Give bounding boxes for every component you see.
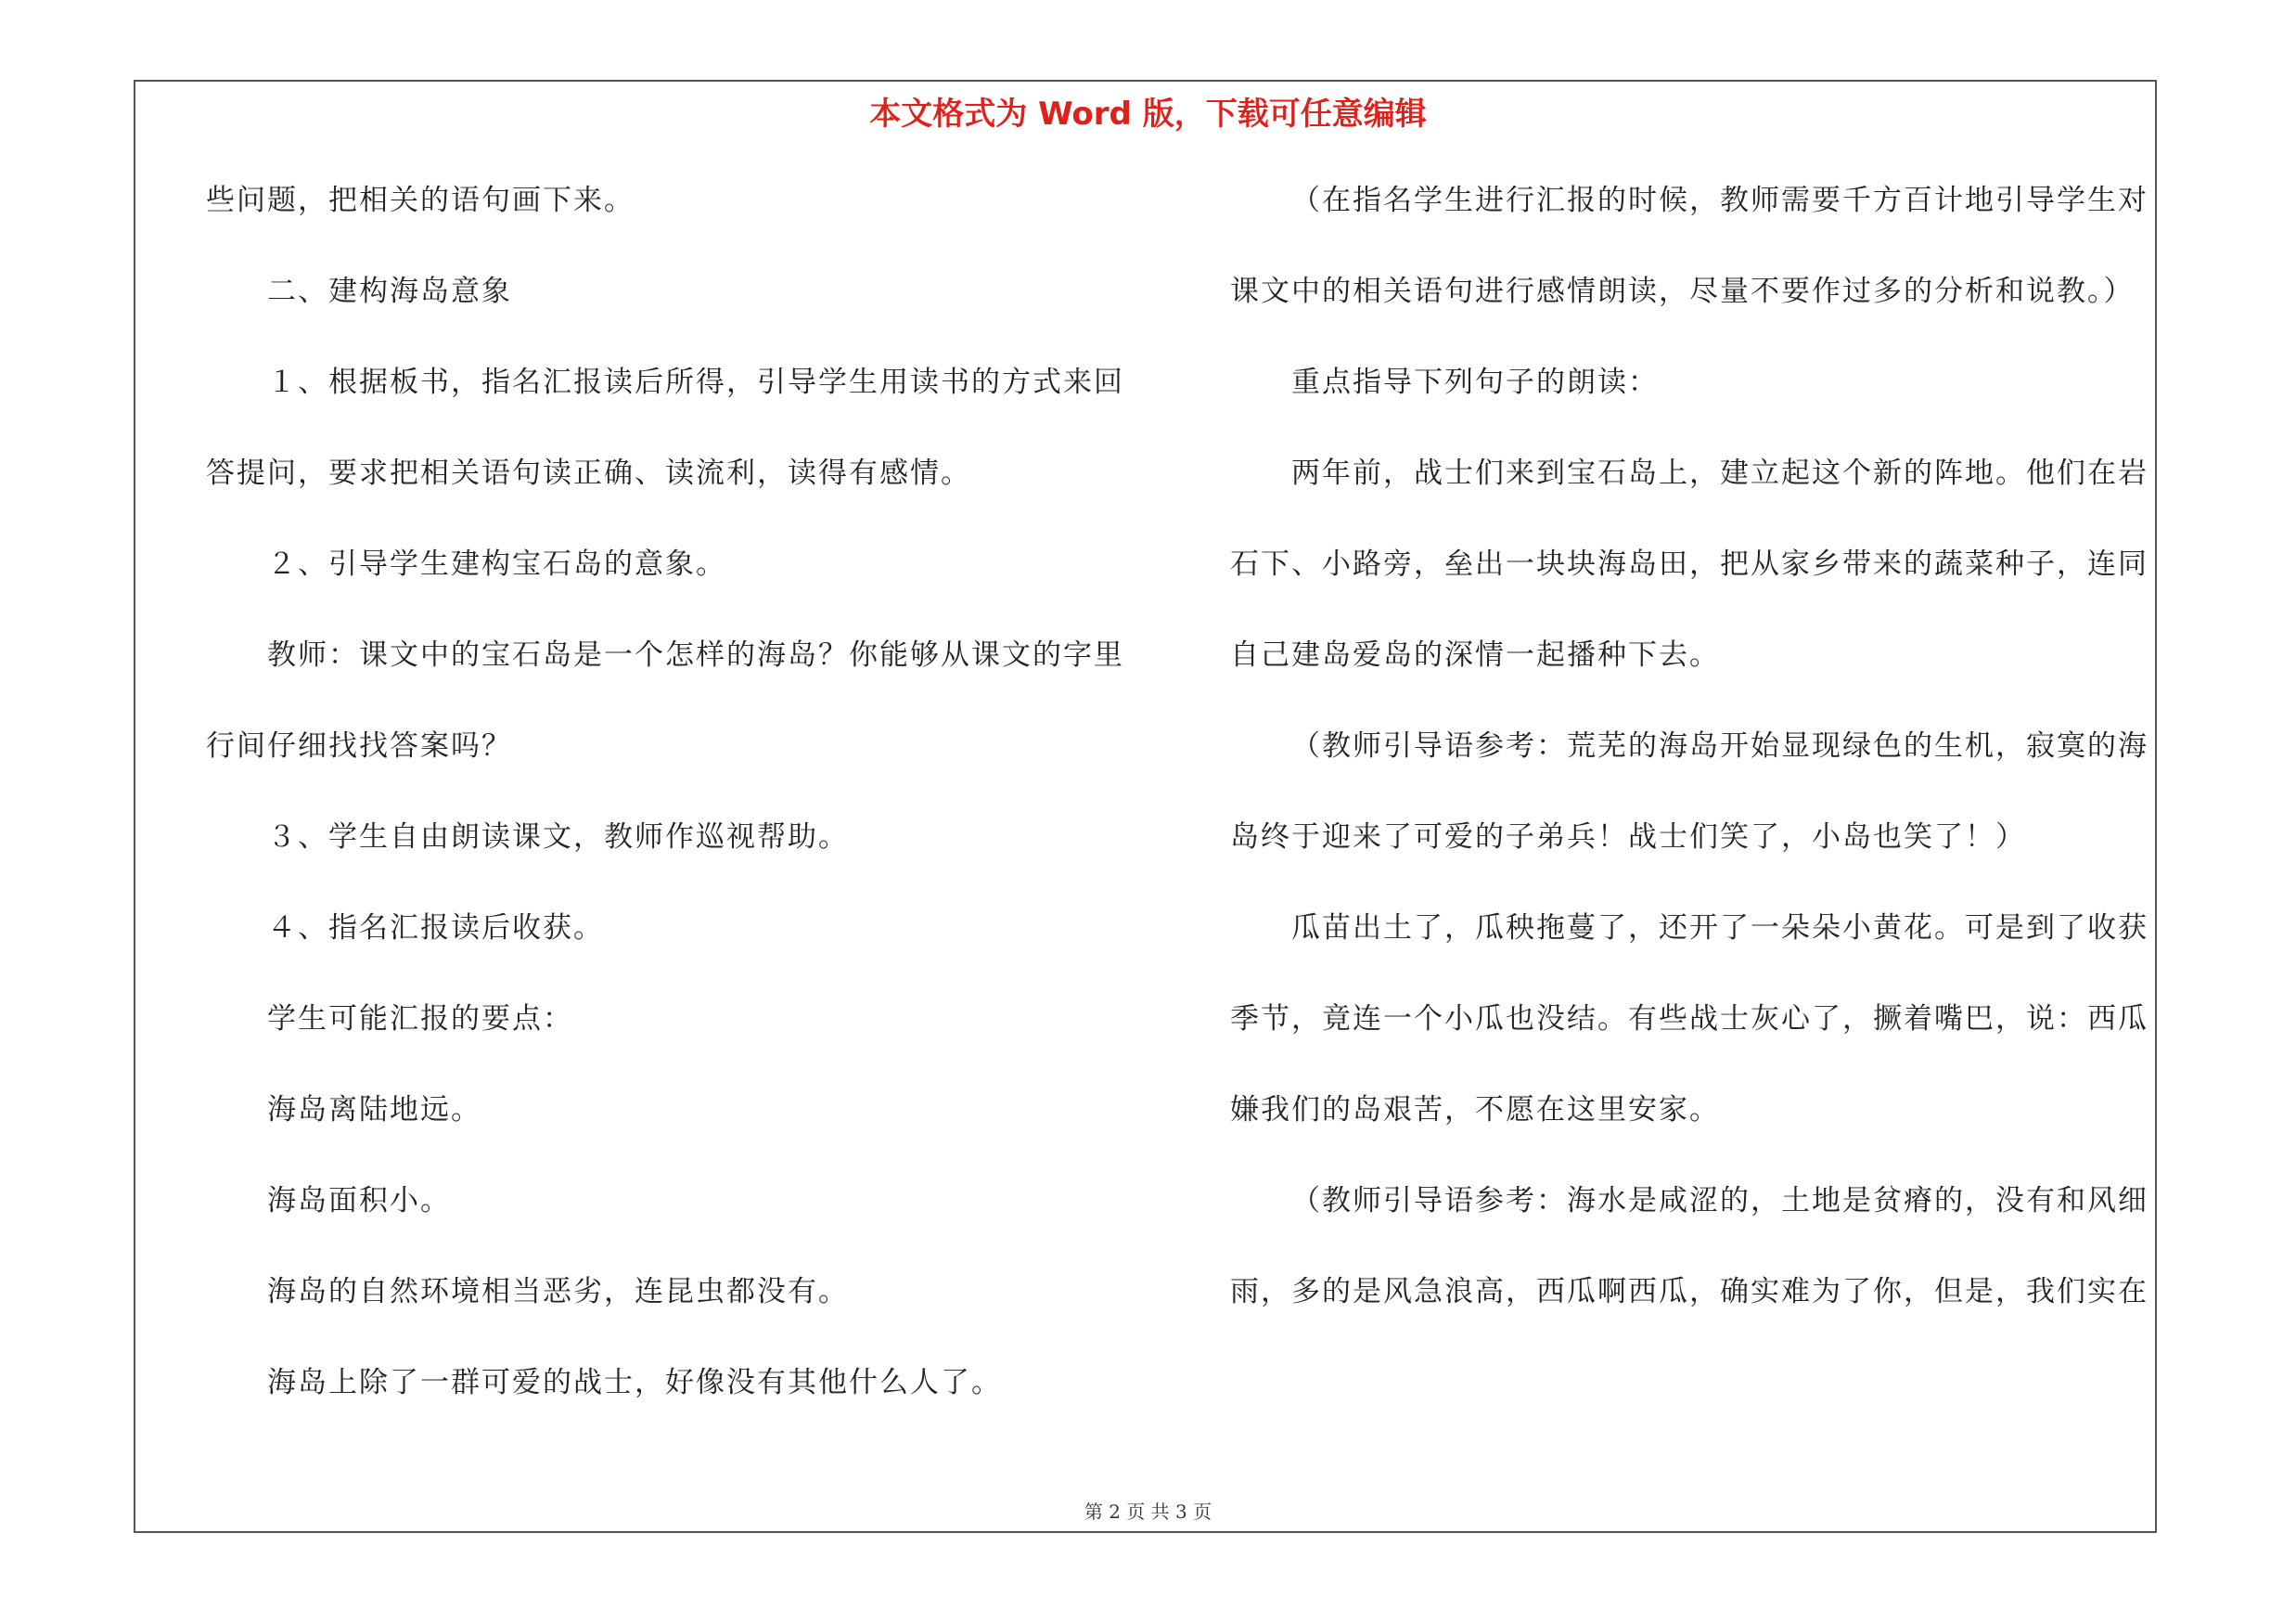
paragraph-line: 行间仔细找找答案吗？	[206, 729, 512, 763]
paragraph-line: 重点指导下列句子的朗读：	[1291, 366, 1659, 399]
paragraph-line: （教师引导语参考：海水是咸涩的，土地是贫瘠的，没有和风细	[1291, 1184, 2148, 1217]
paragraph-line: （在指名学生进行汇报的时候，教师需要千方百计地引导学生对	[1291, 184, 2148, 217]
paragraph-line: 海岛上除了一群可爱的战士，好像没有其他什么人了。	[267, 1366, 1002, 1399]
paragraph-line: 学生可能汇报的要点：	[267, 1002, 573, 1036]
paragraph-line: 瓜苗出土了，瓜秧拖蔓了，还开了一朵朵小黄花。可是到了收获	[1291, 911, 2148, 945]
paragraph-line: 海岛面积小。	[267, 1184, 451, 1217]
paragraph-line: 课文中的相关语句进行感情朗读，尽量不要作过多的分析和说教。）	[1230, 275, 2135, 308]
paragraph-line: 教师：课文中的宝石岛是一个怎样的海岛？你能够从课文的字里	[267, 638, 1124, 672]
paragraph-line: 些问题，把相关的语句画下来。	[206, 184, 635, 217]
paragraph-line: 自己建岛爱岛的深情一起播种下去。	[1230, 638, 1720, 672]
paragraph-line: 答提问，要求把相关语句读正确、读流利，读得有感情。	[206, 457, 971, 490]
paragraph-line: １、根据板书，指名汇报读后所得，引导学生用读书的方式来回	[267, 366, 1124, 399]
paragraph-line: 海岛离陆地远。	[267, 1093, 481, 1127]
paragraph-line: 季节，竟连一个小瓜也没结。有些战士灰心了，撅着嘴巴，说：西瓜	[1230, 1002, 2148, 1036]
paragraph-line: 两年前，战士们来到宝石岛上，建立起这个新的阵地。他们在岩	[1291, 457, 2148, 490]
paragraph-line: ３、学生自由朗读课文，教师作巡视帮助。	[267, 820, 849, 854]
document-header: 本文格式为 Word 版，下载可任意编辑	[869, 96, 1427, 133]
paragraph-line: 海岛的自然环境相当恶劣，连昆虫都没有。	[267, 1275, 849, 1308]
page-footer: 第 2 页 共 3 页	[1084, 1501, 1212, 1523]
paragraph-line: ４、指名汇报读后收获。	[267, 911, 604, 945]
paragraph-line: （教师引导语参考：荒芜的海岛开始显现绿色的生机，寂寞的海	[1291, 729, 2148, 763]
paragraph-line: 雨，多的是风急浪高，西瓜啊西瓜，确实难为了你，但是，我们实在	[1230, 1275, 2148, 1308]
paragraph-line: 石下、小路旁，垒出一块块海岛田，把从家乡带来的蔬菜种子，连同	[1230, 547, 2148, 581]
paragraph-line: ２、引导学生建构宝石岛的意象。	[267, 547, 726, 581]
paragraph-line: 二、建构海岛意象	[267, 275, 512, 308]
paragraph-line: 岛终于迎来了可爱的子弟兵！战士们笑了，小岛也笑了！）	[1230, 820, 2026, 854]
paragraph-line: 嫌我们的岛艰苦，不愿在这里安家。	[1230, 1093, 1720, 1127]
